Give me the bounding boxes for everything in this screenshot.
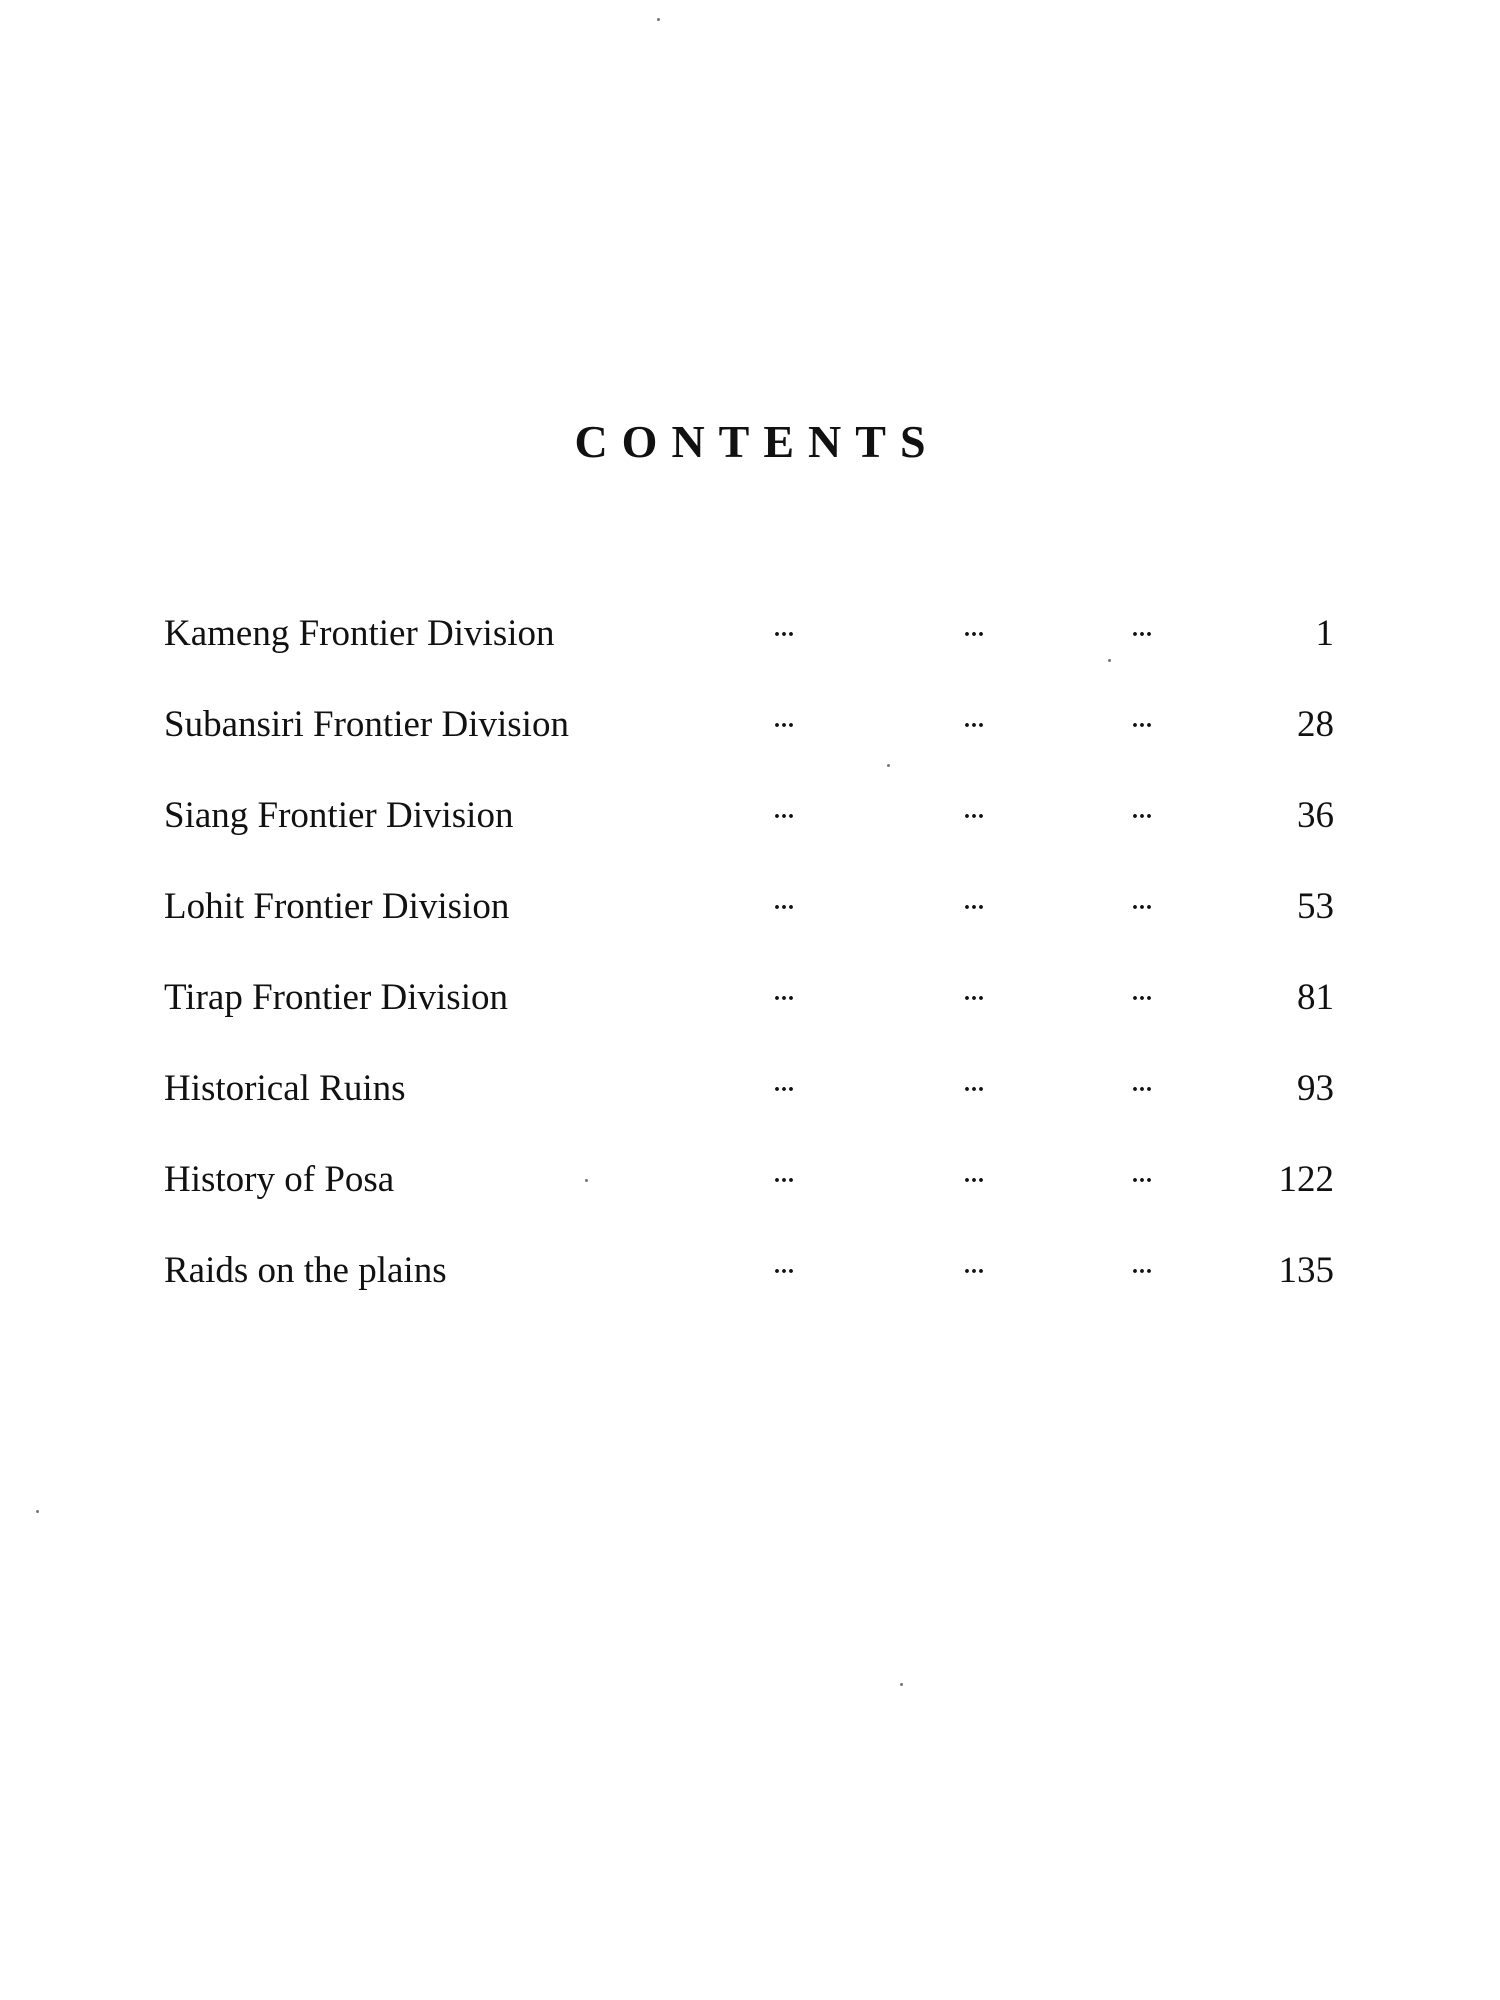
scan-speck: [900, 1683, 903, 1686]
toc-leader: ...: [1132, 1162, 1153, 1188]
toc-leader: ...: [1132, 980, 1153, 1006]
toc-leader: ...: [964, 707, 985, 733]
scan-speck: [1108, 659, 1111, 662]
toc-leader: ...: [964, 798, 985, 824]
toc-page-number: 28: [1297, 704, 1334, 745]
toc-entry: [164, 1249, 1334, 1340]
toc-leader: ...: [774, 616, 795, 642]
scan-speck: [657, 18, 660, 21]
toc-page-number: 53: [1297, 886, 1334, 927]
scan-speck: [585, 1179, 588, 1182]
toc-leader: ...: [1132, 1253, 1153, 1279]
toc-entry: [164, 976, 1334, 1067]
toc-entry: [164, 1158, 1334, 1249]
toc-entry-title: Kameng Frontier Division: [164, 613, 555, 654]
toc-page-number: 81: [1297, 977, 1334, 1018]
toc-leader: ...: [774, 1071, 795, 1097]
toc-leader: ...: [774, 798, 795, 824]
toc-leader: ...: [774, 1253, 795, 1279]
toc-leader: ...: [774, 707, 795, 733]
table-of-contents: [164, 612, 1334, 1340]
toc-entry: [164, 612, 1334, 703]
toc-leader: ...: [1132, 1071, 1153, 1097]
page-title: CONTENTS: [574, 416, 940, 467]
toc-entry-title: Raids on the plains: [164, 1250, 447, 1291]
toc-page-number: 36: [1297, 795, 1334, 836]
toc-entry: [164, 885, 1334, 976]
toc-leader: ...: [1132, 798, 1153, 824]
toc-entry-title: Historical Ruins: [164, 1068, 406, 1109]
toc-entry: [164, 794, 1334, 885]
toc-entry-title: Lohit Frontier Division: [164, 886, 510, 927]
toc-leader: ...: [964, 1253, 985, 1279]
toc-leader: ...: [964, 616, 985, 642]
toc-entry-title: Tirap Frontier Division: [164, 977, 508, 1018]
scan-speck: [36, 1510, 39, 1513]
toc-page-number: 122: [1278, 1159, 1334, 1200]
toc-leader: ...: [1132, 707, 1153, 733]
toc-leader: ...: [1132, 616, 1153, 642]
toc-page-number: 1: [1315, 613, 1334, 654]
toc-leader: ...: [1132, 889, 1153, 915]
toc-leader: ...: [964, 889, 985, 915]
scan-speck: [887, 764, 890, 767]
toc-entry: [164, 703, 1334, 794]
toc-page-number: 135: [1278, 1250, 1334, 1291]
toc-leader: ...: [774, 889, 795, 915]
toc-leader: ...: [964, 1162, 985, 1188]
toc-leader: ...: [964, 1071, 985, 1097]
toc-entry: [164, 1067, 1334, 1158]
toc-leader: ...: [964, 980, 985, 1006]
toc-entry-title: Subansiri Frontier Division: [164, 704, 569, 745]
toc-leader: ...: [774, 1162, 795, 1188]
toc-entry-title: History of Posa: [164, 1159, 395, 1200]
toc-entry-title: Siang Frontier Division: [164, 795, 514, 836]
toc-page-number: 93: [1297, 1068, 1334, 1109]
toc-leader: ...: [774, 980, 795, 1006]
